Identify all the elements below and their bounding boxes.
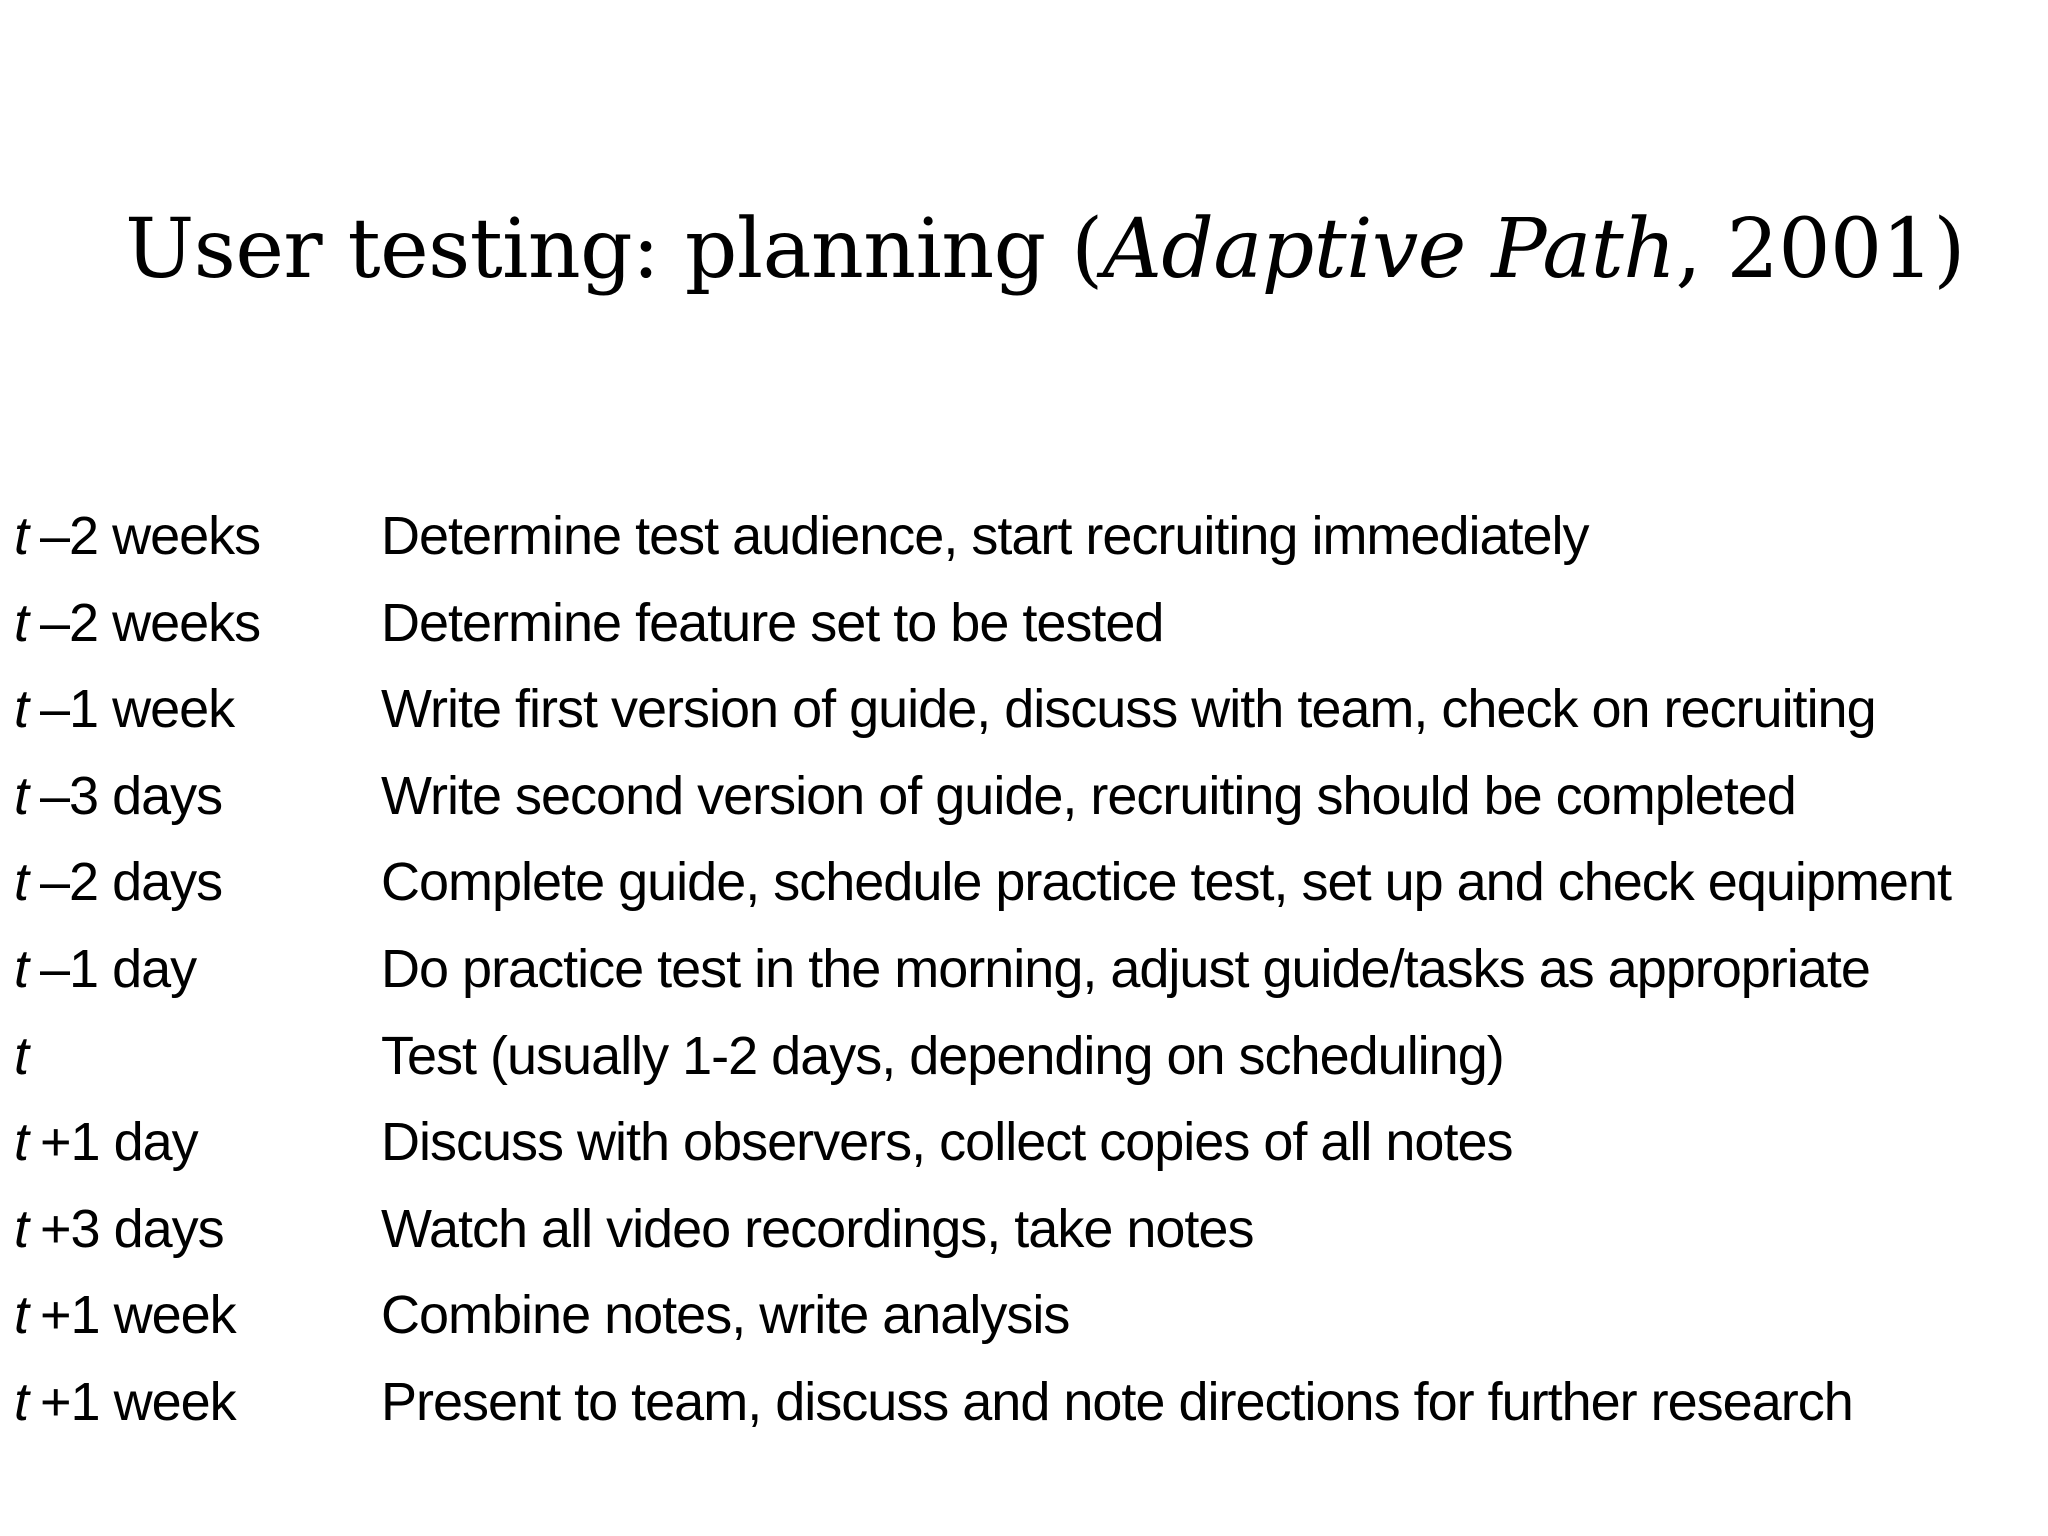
time-offset: +1 week: [40, 1371, 236, 1432]
title-source: Adaptive Path: [1102, 202, 1676, 297]
time-variable: t: [14, 938, 29, 999]
schedule-time: [14, 1013, 381, 1100]
title-prefix: User testing: planning (: [125, 202, 1103, 297]
time-variable: t: [14, 1285, 29, 1346]
schedule-row: [14, 580, 2034, 667]
time-offset: +3 days: [40, 1198, 224, 1259]
schedule-time: [14, 839, 381, 926]
time-variable: t: [14, 1198, 29, 1259]
schedule-row: [14, 1272, 2034, 1359]
schedule-task: Do practice test in the morning, adjust guide/tasks as appropriate: [381, 938, 1870, 999]
schedule-task: Determine feature set to be tested: [381, 592, 1164, 653]
time-offset: –1 day: [40, 938, 197, 999]
schedule-row: [14, 493, 2034, 580]
time-variable: t: [14, 679, 29, 740]
time-variable: t: [14, 592, 29, 653]
title-suffix: , 2001): [1675, 202, 1965, 297]
schedule-time: [14, 753, 381, 840]
schedule-task: Complete guide, schedule practice test, set up and check equipment: [381, 852, 1951, 913]
schedule-task: Watch all video recordings, take notes: [381, 1198, 1254, 1259]
time-variable: t: [14, 765, 29, 826]
schedule-row: [14, 1186, 2034, 1273]
schedule-row: [14, 753, 2034, 840]
schedule-task: Discuss with observers, collect copies of all notes: [381, 1112, 1513, 1173]
schedule-time: [14, 580, 381, 667]
time-offset: –3 days: [40, 765, 223, 826]
time-offset: –2 weeks: [40, 506, 261, 566]
schedule-row: [14, 1359, 2034, 1446]
time-variable: t: [14, 852, 29, 913]
schedule-time: [14, 493, 381, 580]
schedule-time: [14, 1359, 381, 1446]
time-offset: –2 days: [40, 852, 223, 913]
time-offset: +1 week: [40, 1285, 236, 1346]
slide-title: [0, 195, 2048, 305]
schedule-time: [14, 666, 381, 753]
schedule-time: [14, 926, 381, 1013]
schedule-task: Present to team, discuss and note directions for further research: [381, 1371, 1853, 1432]
schedule-task: Determine test audience, start recruiting immediately: [381, 506, 1589, 566]
time-variable: t: [14, 1025, 29, 1086]
schedule-row: [14, 839, 2034, 926]
schedule-row: [14, 666, 2034, 753]
schedule-task: Write first version of guide, discuss with team, check on recruiting: [381, 679, 1876, 740]
schedule-task: Combine notes, write analysis: [381, 1285, 1070, 1346]
time-variable: t: [14, 506, 29, 566]
time-offset: +1 day: [40, 1112, 198, 1173]
time-variable: t: [14, 1112, 29, 1173]
schedule-row: [14, 1099, 2034, 1186]
schedule-time: [14, 1272, 381, 1359]
schedule-time: [14, 1099, 381, 1186]
schedule-task: Test (usually 1-2 days, depending on scheduling): [381, 1025, 1504, 1086]
schedule-task: Write second version of guide, recruiting should be completed: [381, 765, 1796, 826]
schedule-row: [14, 1013, 2034, 1100]
schedule-table: [14, 493, 2034, 1446]
schedule-time: [14, 1186, 381, 1273]
schedule-row: [14, 926, 2034, 1013]
time-offset: –2 weeks: [40, 592, 261, 653]
time-offset: –1 week: [40, 679, 235, 740]
time-variable: t: [14, 1371, 29, 1432]
